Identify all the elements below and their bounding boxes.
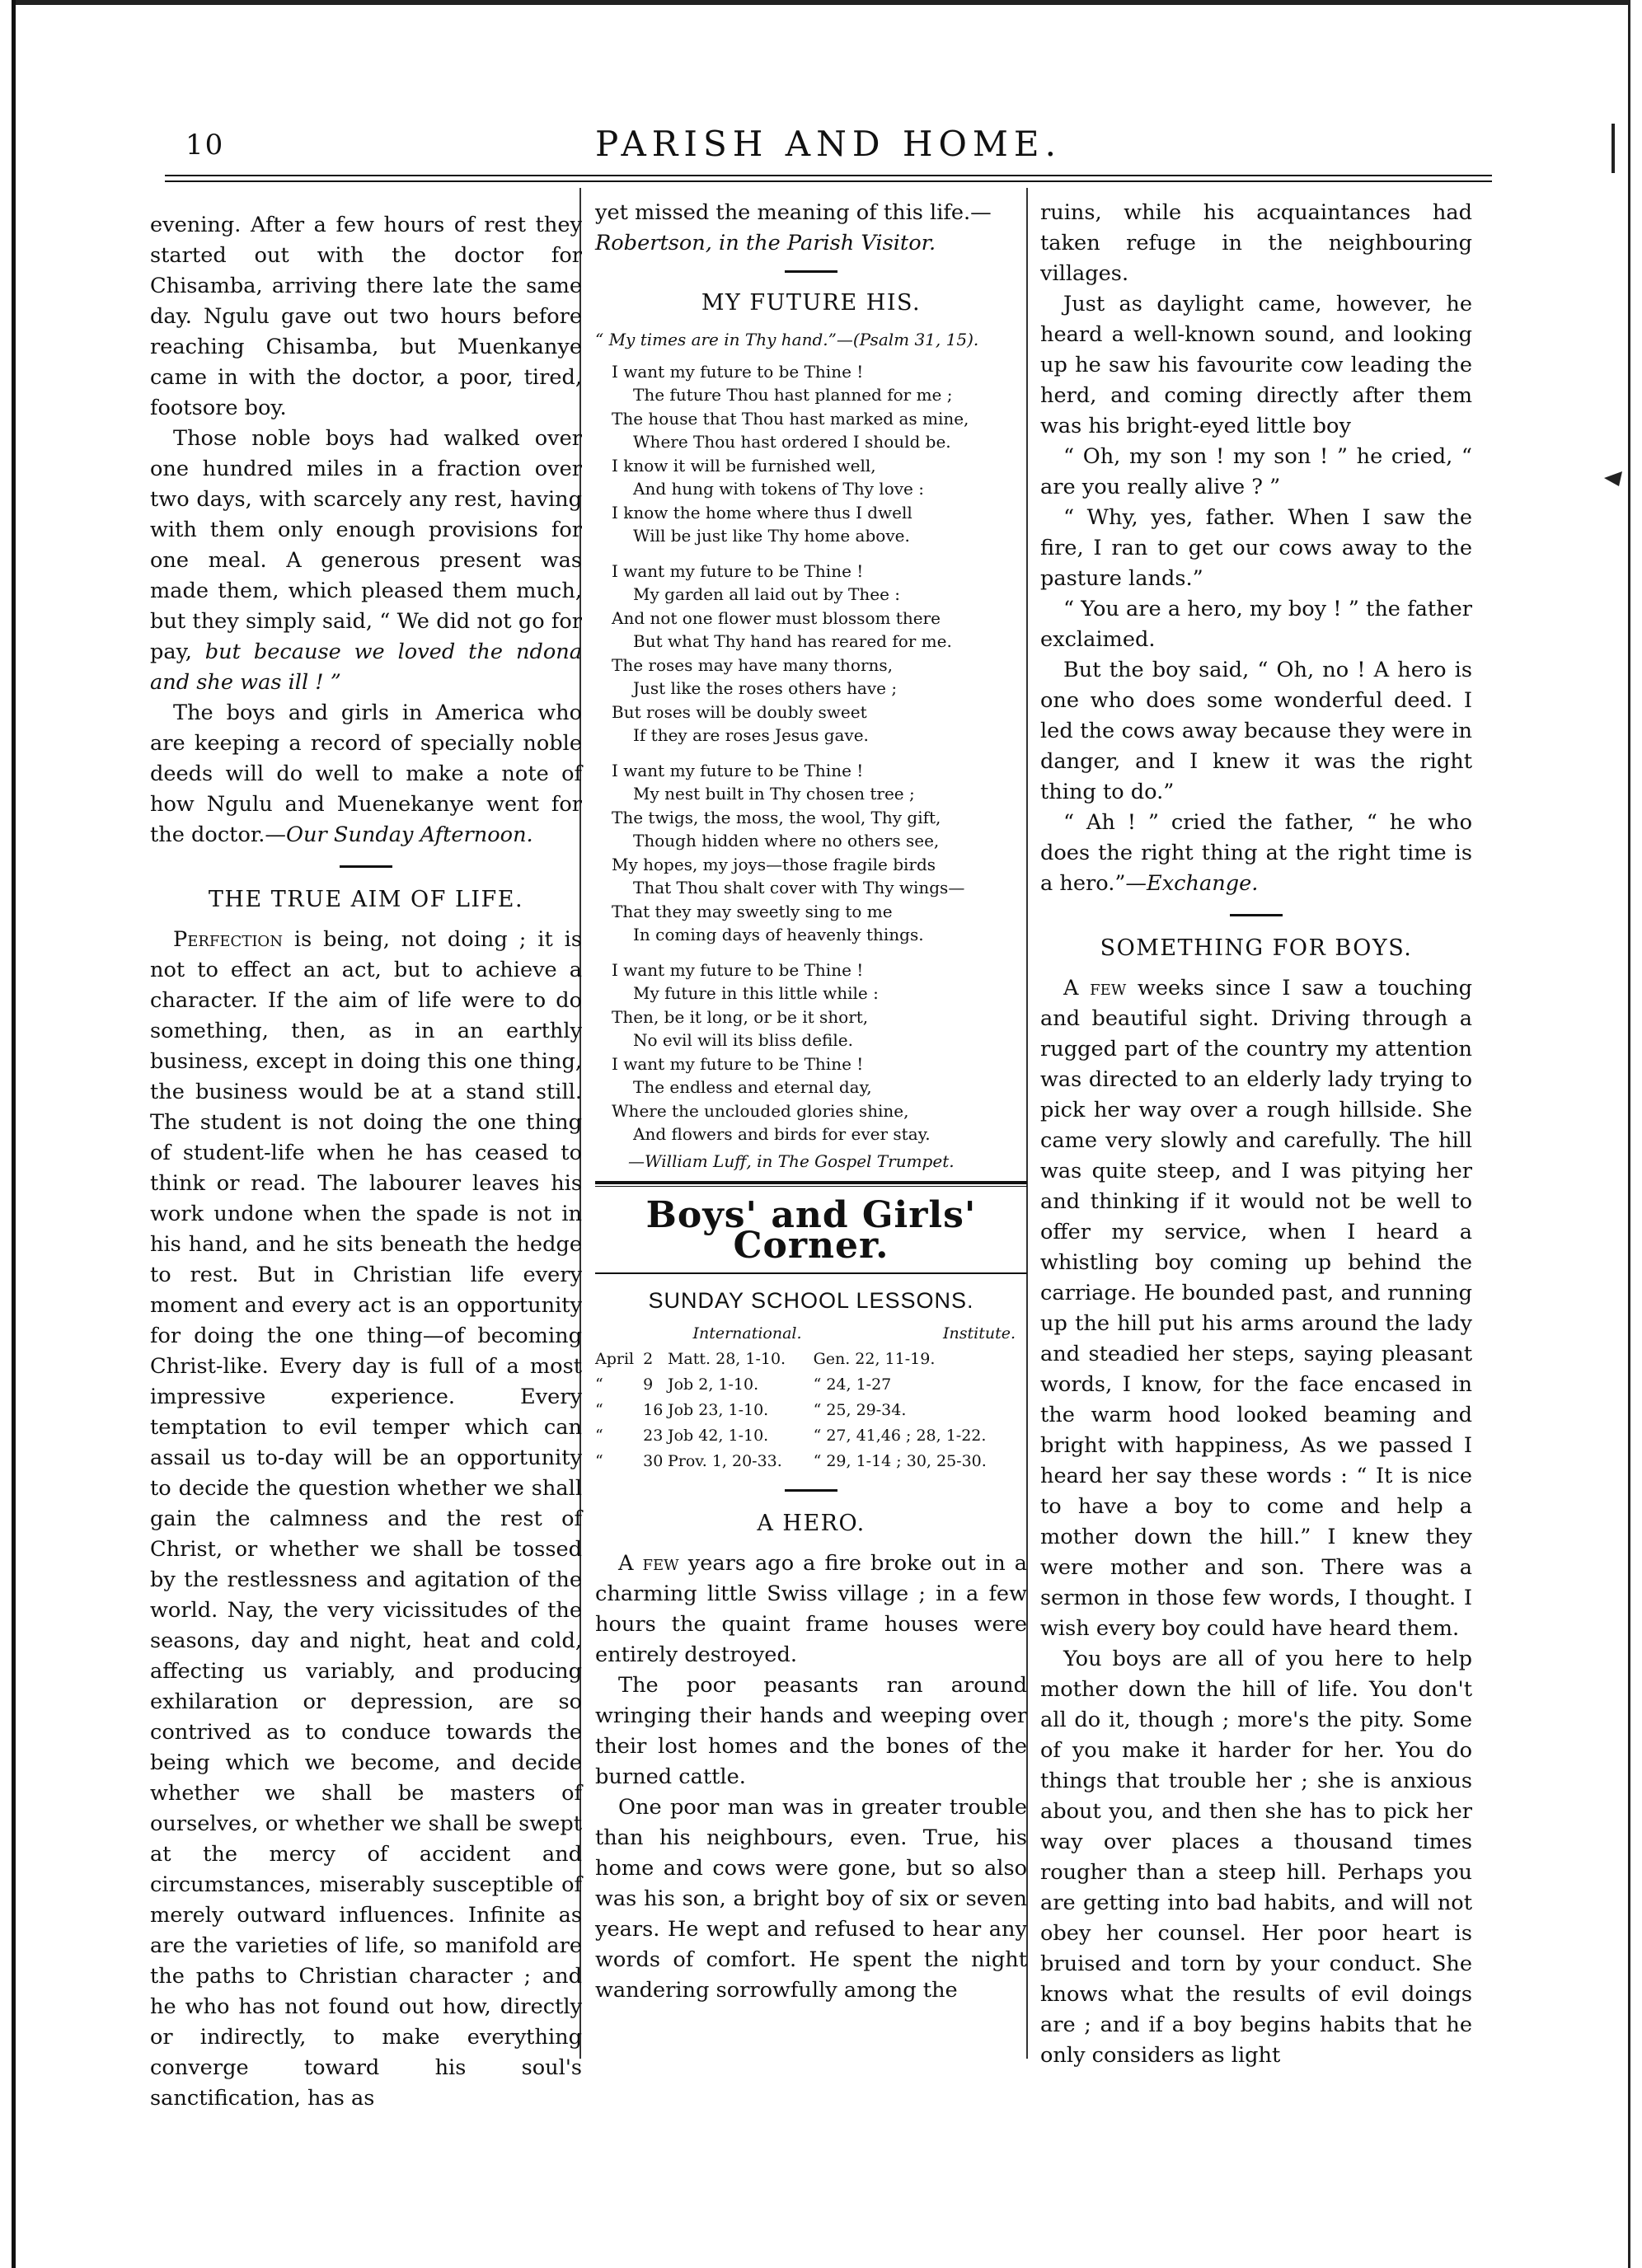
poem-line: In coming days of heavenly things. bbox=[633, 925, 924, 944]
lead-word: A few bbox=[618, 1551, 679, 1576]
poem-line: My future in this little while : bbox=[633, 983, 879, 1003]
poem-line: But what Thy hand has reared for me. bbox=[633, 631, 952, 651]
lesson-day: 30 bbox=[643, 1452, 664, 1470]
text-span: “ Ah ! ” cried the father, “ he who does the right thing at the right time is a hero.”— bbox=[1040, 810, 1472, 896]
lead-word: Perfection bbox=[173, 927, 283, 952]
table-row bbox=[595, 1347, 1027, 1372]
lesson-institute: “ 24, 1-27 bbox=[813, 1375, 892, 1394]
table-row bbox=[595, 1372, 1027, 1398]
poem-line: Will be just like Thy home above. bbox=[633, 526, 910, 546]
lesson-month: “ bbox=[595, 1427, 603, 1445]
lesson-day: 2 bbox=[643, 1350, 654, 1368]
poem-stanza bbox=[612, 560, 1027, 747]
poem-line: I want my future to be Thine ! bbox=[612, 959, 864, 980]
paragraph bbox=[150, 698, 582, 850]
poem-line: And not one flower must blossom there bbox=[612, 607, 941, 628]
source-credit: Our Sunday Afternoon. bbox=[286, 822, 533, 847]
poem-line: But roses will be doubly sweet bbox=[612, 701, 867, 722]
poem-line: Then, be it long, or be it short, bbox=[612, 1006, 869, 1027]
paragraph: But the boy said, “ Oh, no ! A hero is one who does some wonderful deed. I led the cows away because they were in danger, and I knew it was the right thing to do.” bbox=[1040, 658, 1472, 804]
poem-line: My nest built in Thy chosen tree ; bbox=[633, 784, 915, 804]
paragraph: “ Oh, my son ! my son ! ” he cried, “ are you really alive ? ” bbox=[1040, 444, 1472, 499]
paragraph: You boys are all of you here to help mother down the hill of life. You don't all do it, though ; more's the pity. Some of you make it harder for her. You do things that trouble her ; she is anxious about you, and then she has to pick her way over places a thousand times rougher than a steep hill. Perhaps you are getting into bad habits, and will not obey her counsel. Her poor heart is bruised and torn by your conduct. She knows what the results of evil doings are ; and if a boy begins habits that he only considers as light bbox=[1040, 1647, 1472, 2068]
corner-title: Boys' and Girls' Corner. bbox=[645, 1194, 977, 1267]
lesson-day: 23 bbox=[643, 1427, 664, 1445]
paragraph bbox=[150, 925, 582, 2114]
poem-line: The twigs, the moss, the wool, Thy gift, bbox=[612, 807, 941, 827]
lead-word: A few bbox=[1063, 976, 1127, 1000]
text-span: weeks since I saw a touching and beautiful sight. Driving through a rugged part of the country my attention was directed to an elderly lady trying to pick her way over a rough hillside. She came very slowly and carefully. The hill was quite steep, and I was pitying her and thinking if it would not be well to offer my service, when I heard a whistling boy coming up behind the carriage. He bounded past, and running up the hill put his arms around the lady and steadied her steps, saying pleasant words, I know, for the face encased in the warm hood looked beaming and bright with happiness, As we passed I heard her say these words : “ It is nice to have a boy to come and help a mother down the hill.” I knew they were mother and son. There was a sermon in those few words, I thought. I wish every boy could have heard them. bbox=[1040, 976, 1473, 1641]
paragraph: “ You are a hero, my boy ! ” the father exclaimed. bbox=[1040, 597, 1472, 652]
header-rule bbox=[165, 175, 1492, 182]
poem-epigraph: “ My times are in Thy hand.”—(Psalm 31, 15). bbox=[595, 330, 979, 349]
paragraph bbox=[1040, 808, 1472, 899]
table-row bbox=[595, 1449, 1027, 1474]
lesson-institute: Gen. 22, 11-19. bbox=[813, 1350, 936, 1368]
section-rule bbox=[785, 270, 837, 273]
lesson-month: “ bbox=[595, 1452, 603, 1470]
paragraph bbox=[595, 1549, 1027, 1671]
poem-line: If they are roses Jesus gave. bbox=[633, 725, 869, 745]
poem-stanza bbox=[612, 360, 1027, 548]
poem-line: The house that Thou hast marked as mine, bbox=[612, 408, 969, 429]
poem-attribution: —William Luff, in The Gospel Trumpet. bbox=[628, 1150, 955, 1171]
margin-mark bbox=[1601, 124, 1626, 173]
lesson-month: “ bbox=[595, 1375, 603, 1394]
corner-rule-bottom bbox=[595, 1272, 1027, 1274]
lesson-day: 9 bbox=[643, 1375, 654, 1394]
poem-line: I know the home where thus I dwell bbox=[612, 502, 912, 522]
poem-line: Where Thou hast ordered I should be. bbox=[633, 432, 951, 452]
section-rule bbox=[785, 1489, 837, 1492]
poem-line: Though hidden where no others see, bbox=[633, 831, 940, 850]
text-span: Those noble boys had walked over one hundred miles in a fraction over two days, with scarcely any rest, having with them only enough provisions for one meal. A generous present was made them, which pleased them much, but they simply said, “ We did not go for pay, bbox=[150, 426, 582, 664]
lesson-institute: “ 25, 29-34. bbox=[813, 1401, 907, 1419]
lesson-international: Job 42, 1-10. bbox=[667, 1427, 769, 1445]
poem-line: I want my future to be Thine ! bbox=[612, 760, 864, 780]
poem-line: The roses may have many thorns, bbox=[612, 654, 894, 675]
paragraph: One poor man was in greater trouble than his neighbours, even. True, his home and cows were gone, but so also was his son, a bright boy of six or seven years. He wept and refused to hear any words of comfort. He spent the night wandering sorrowfully among the bbox=[595, 1795, 1027, 2003]
paper-title: PARISH AND HOME. bbox=[595, 124, 1062, 164]
text-span: yet missed the meaning of this life.— bbox=[595, 200, 992, 225]
page-header bbox=[169, 124, 1488, 173]
column-header: International. bbox=[692, 1324, 802, 1343]
poem-line: My garden all laid out by Thee : bbox=[633, 584, 901, 604]
poem-line: And flowers and birds for ever stay. bbox=[633, 1124, 931, 1144]
poem-line: And hung with tokens of Thy love : bbox=[633, 479, 924, 499]
article-heading: THE TRUE AIM OF LIFE. bbox=[208, 887, 524, 912]
text-span: is being, not doing ; it is not to effect an act, but to achieve a character. If the aim of life were to do something, then, as in an earthly business, except in doing this one thing, the business would be at a stand still. The student is not doing the one thing of student-life when he has ceased to think or read. The labourer leaves his work undone when the spade is not in his hand, and he sits beneath the hedge to rest. But in Christian life every moment and every act is an opportunity for doing the one thing—of becoming Christ-like. Every day is full of a most impressive experience. Every temptation to evil temper which can assail us to-day will be an opportunity to decide the question whether we shall gain the calmness and the rest of Christ, or whether we shall be tossed by the restlessness and agitation of the world. Nay, the very vicissitudes of the seasons, day and night, heat and cold, affecting us variably, and producing exhilaration or depression, are so contrived as to conduce towards the being which we become, and decide whether we shall be masters of ourselves, or whether we shall be swept at the mercy of accident and circumstances, miserably susceptible of merely outward influences. Infinite as are the varieties of life, so manifold are the paths to Christian character ; and he who has not found out how, directly or indirectly, to make everything converge toward his soul's sanctification, has as bbox=[150, 927, 582, 2111]
lesson-international: Job 23, 1-10. bbox=[667, 1401, 769, 1419]
poem-line: That Thou shalt cover with Thy wings— bbox=[633, 878, 965, 897]
column-left bbox=[150, 210, 582, 2111]
paragraph bbox=[150, 424, 582, 698]
lessons-table bbox=[595, 1321, 1027, 1474]
source-credit: Exchange. bbox=[1147, 871, 1259, 896]
column-middle bbox=[595, 198, 1027, 2085]
section-rule bbox=[1230, 914, 1283, 916]
poem-line: Just like the roses others have ; bbox=[633, 678, 898, 698]
poem-line: My hopes, my joys—those fragile birds bbox=[612, 854, 936, 874]
table-row bbox=[595, 1423, 1027, 1449]
article-heading: SOMETHING FOR BOYS. bbox=[1100, 935, 1413, 961]
article-heading: A HERO. bbox=[757, 1511, 866, 1536]
paragraph: “ Why, yes, father. When I saw the fire, I ran to get our cows away to the pasture lands.” bbox=[1040, 505, 1472, 591]
column-right bbox=[1040, 198, 1472, 2085]
margin-mark bbox=[1601, 462, 1626, 494]
lesson-international: Prov. 1, 20-33. bbox=[667, 1452, 782, 1470]
lessons-header-row bbox=[595, 1321, 1027, 1347]
poem-stanza bbox=[612, 759, 1027, 947]
poem-line: I want my future to be Thine ! bbox=[612, 361, 864, 382]
source-credit: Robertson, in the Parish Visitor. bbox=[595, 231, 936, 255]
section-rule bbox=[340, 865, 392, 868]
poem-line: I want my future to be Thine ! bbox=[612, 1053, 864, 1074]
paragraph: Just as daylight came, however, he heard a well-known sound, and looking up he saw his favourite cow leading the herd, and coming directly after them was his bright-eyed little boy bbox=[1040, 292, 1472, 438]
page-number: 10 bbox=[185, 129, 225, 162]
text-span: The boys and girls in America who are keeping a record of specially noble deeds will do well to make a note of how Ngulu and Muenekanye went for the doctor.— bbox=[150, 701, 582, 847]
corner-rule bbox=[595, 1181, 1027, 1187]
poem-line: That they may sweetly sing to me bbox=[612, 901, 893, 921]
poem-line: The future Thou hast planned for me ; bbox=[633, 385, 953, 405]
lesson-international: Job 2, 1-10. bbox=[667, 1375, 759, 1394]
poem bbox=[595, 328, 1027, 1173]
poem-stanza bbox=[612, 958, 1027, 1146]
paragraph: The poor peasants ran around wringing their hands and weeping over their lost homes and the bones of the burned cattle. bbox=[595, 1673, 1027, 1789]
poem-line: The endless and eternal day, bbox=[633, 1077, 872, 1097]
lesson-day: 16 bbox=[643, 1401, 664, 1419]
paragraph bbox=[1040, 973, 1472, 1644]
text-span: years ago a fire broke out in a charming little Swiss village ; in a few hours the quaint frame houses were entirely destroyed. bbox=[595, 1551, 1027, 1667]
lesson-month: “ bbox=[595, 1401, 603, 1419]
lesson-institute: “ 29, 1-14 ; 30, 25-30. bbox=[813, 1452, 987, 1470]
italic-quote: but because we loved the ndona and she was ill ! ” bbox=[150, 640, 582, 695]
poem-line: I know it will be furnished well, bbox=[612, 455, 876, 476]
lesson-institute: “ 27, 41,46 ; 28, 1-22. bbox=[813, 1427, 987, 1445]
lesson-month: April bbox=[595, 1350, 635, 1368]
lessons-heading: SUNDAY SCHOOL LESSONS. bbox=[648, 1288, 974, 1313]
lesson-international: Matt. 28, 1-10. bbox=[667, 1350, 786, 1368]
column-header: Institute. bbox=[943, 1324, 1016, 1343]
paragraph bbox=[595, 198, 1027, 259]
table-row bbox=[595, 1398, 1027, 1423]
poem-line: Where the unclouded glories shine, bbox=[612, 1100, 909, 1121]
poem-heading: MY FUTURE HIS. bbox=[701, 290, 922, 316]
poem-line: I want my future to be Thine ! bbox=[612, 560, 864, 581]
poem-line: No evil will its bliss defile. bbox=[633, 1030, 853, 1050]
paragraph: evening. After a few hours of rest they started out with the doctor for Chisamba, arriving there late the same day. Ngulu gave out two hours before reaching Chisamba, but Muenkanye came in with the doctor, a poor, tired, footsore boy. bbox=[150, 213, 582, 420]
paragraph: ruins, while his acquaintances had taken refuge in the neighbouring villages. bbox=[1040, 200, 1472, 286]
